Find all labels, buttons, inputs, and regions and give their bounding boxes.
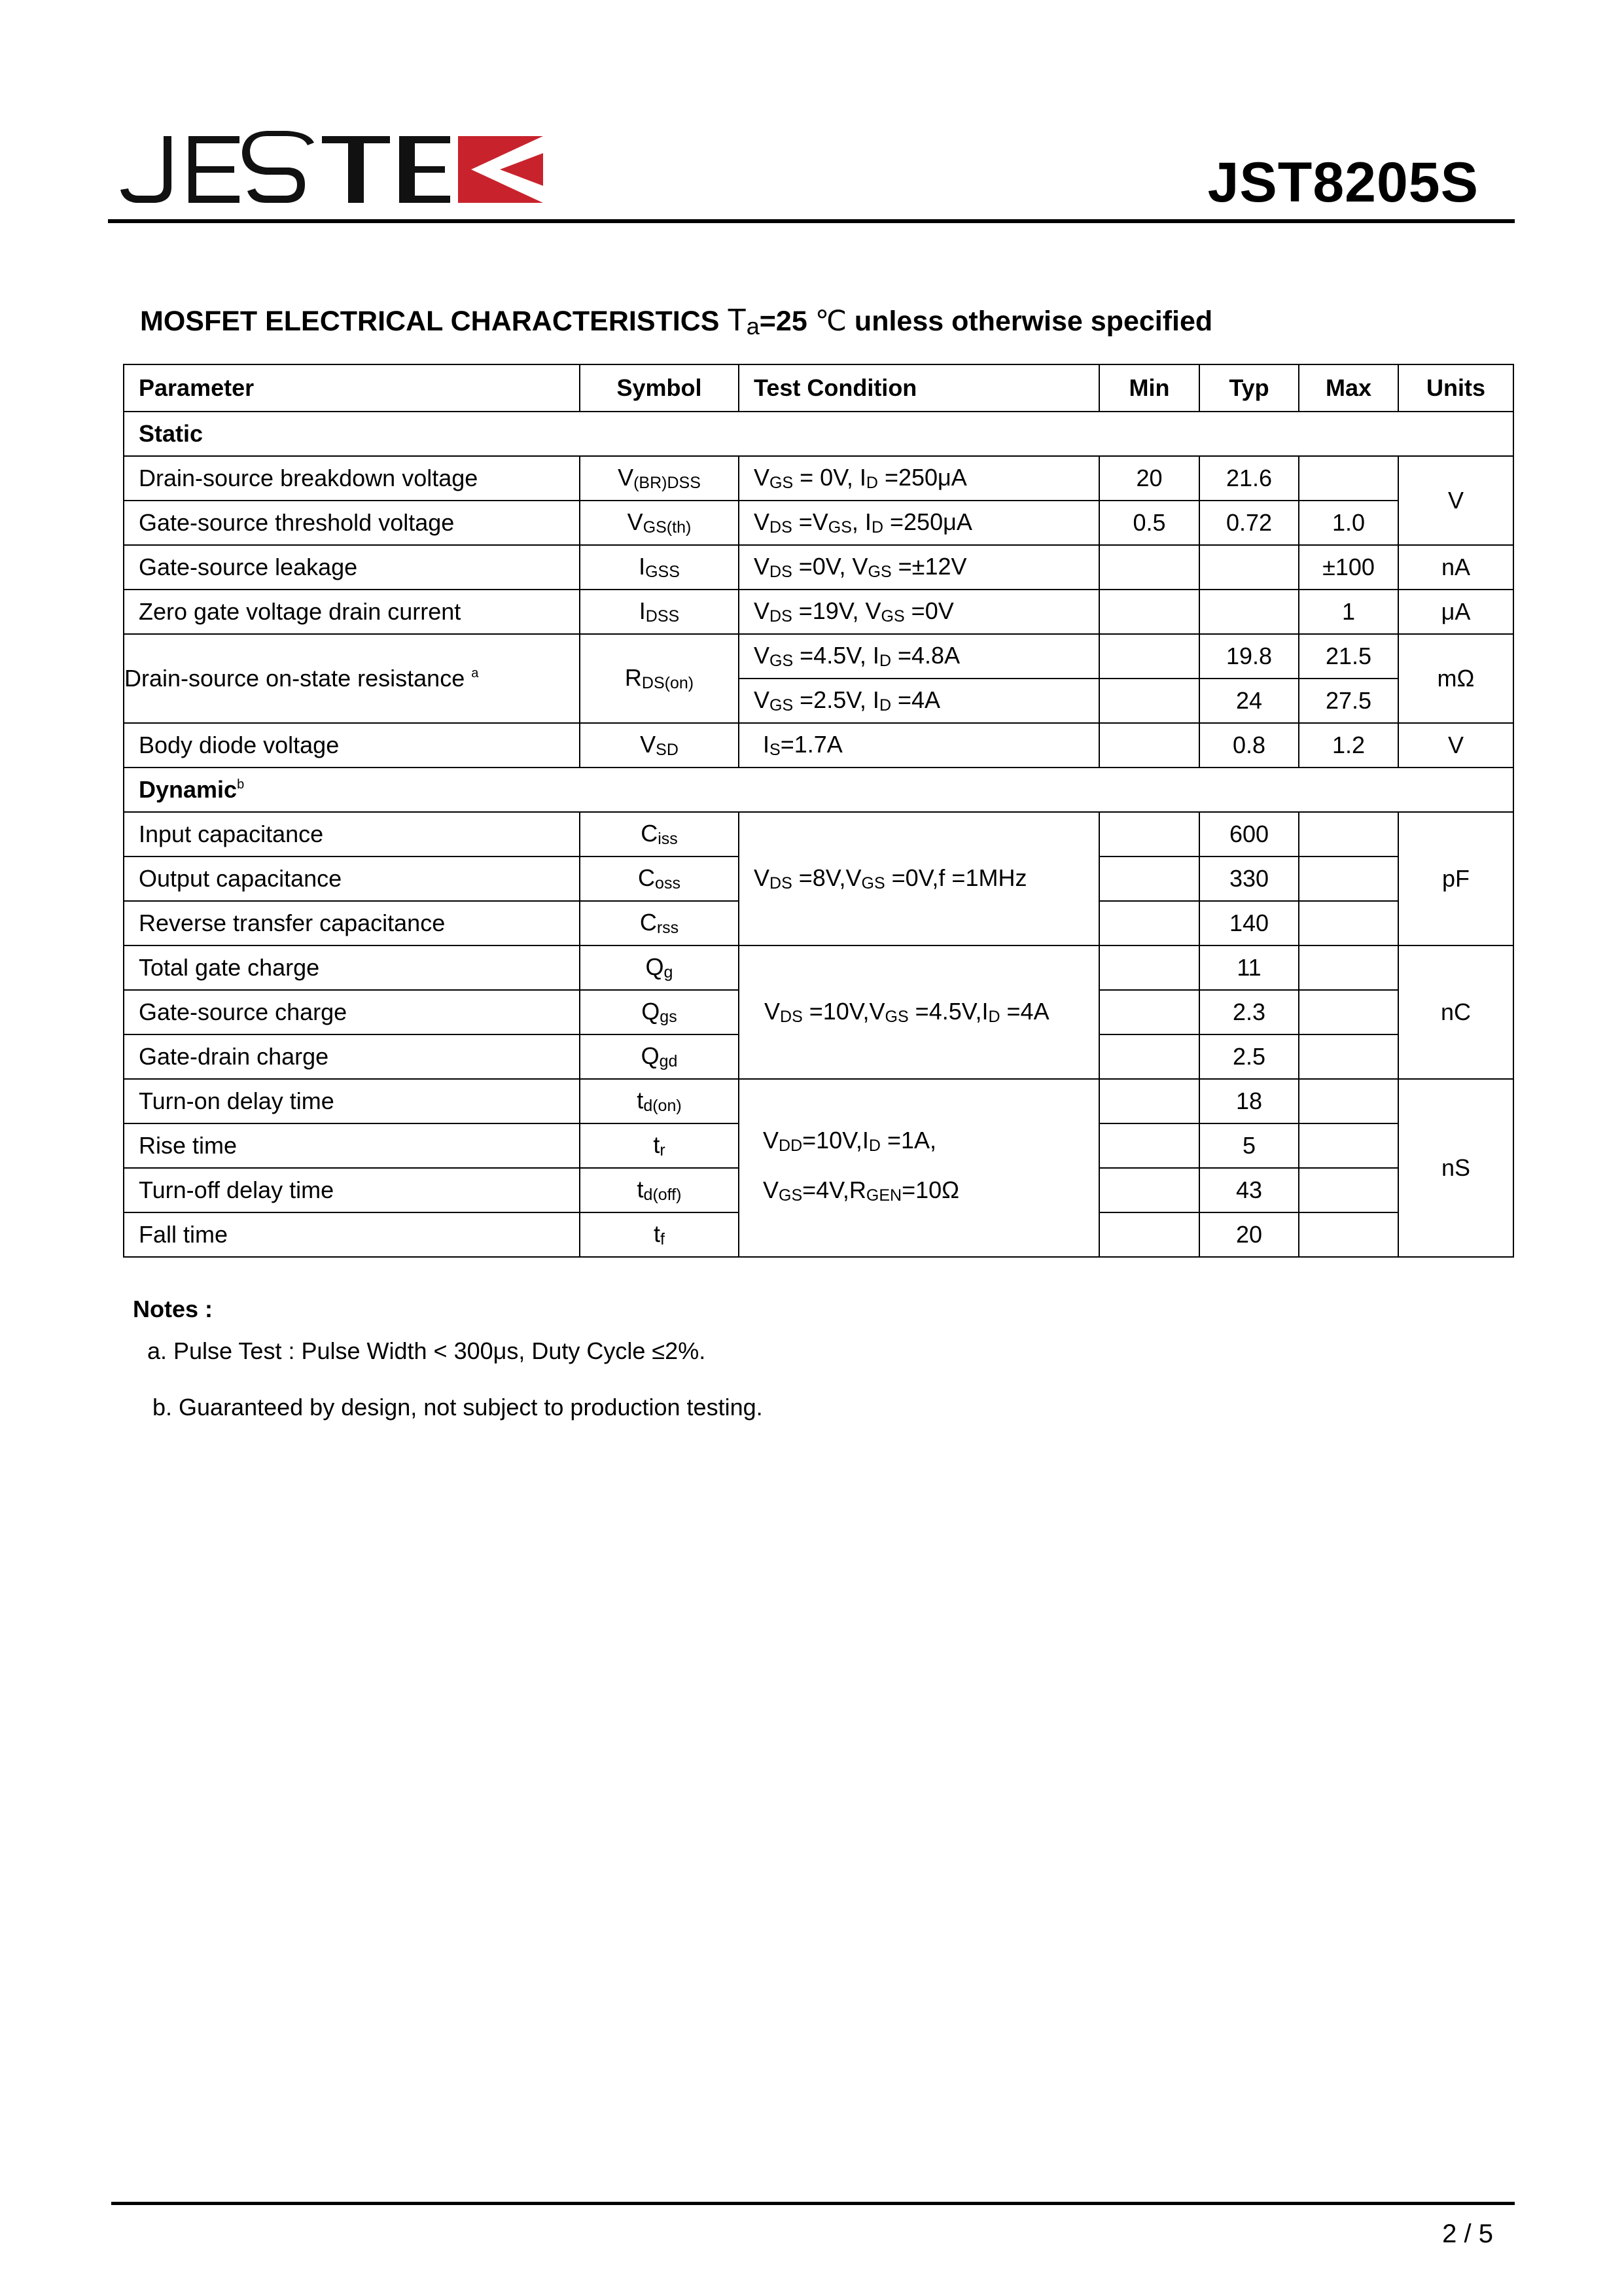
symbol-sub: d(on)	[643, 1097, 682, 1115]
param-cell: Rise time	[124, 1123, 580, 1168]
cond-text: =0V	[904, 597, 954, 624]
section-row-static	[124, 412, 1513, 456]
symbol-sub: gd	[659, 1052, 678, 1070]
header-symbol: Symbol	[580, 364, 739, 412]
symbol-sub: DSS	[645, 607, 680, 626]
cond-sub: DS	[769, 607, 792, 626]
condition-cell	[739, 723, 1099, 768]
logo-letter-e2	[399, 136, 450, 203]
cond-text: V	[754, 508, 770, 535]
cond-text: =2.5V, I	[793, 686, 879, 713]
param-cell: Gate-source charge	[124, 990, 580, 1034]
header-test-condition: Test Condition	[739, 364, 1099, 412]
min-cell	[1099, 857, 1199, 901]
cond-sub: D	[868, 1137, 881, 1155]
max-cell	[1299, 945, 1398, 990]
page-number: 2 / 5	[1442, 2219, 1493, 2248]
notes-title: Notes :	[133, 1296, 213, 1322]
symbol-cell	[580, 812, 739, 857]
min-cell	[1099, 590, 1199, 634]
symbol-sub: g	[663, 963, 673, 981]
symbol-cell	[580, 1168, 739, 1212]
cond-sub: DS	[769, 518, 792, 537]
symbol-cell	[580, 857, 739, 901]
max-cell	[1299, 1123, 1398, 1168]
symbol-main: V	[640, 731, 656, 758]
symbol-main: V	[618, 464, 634, 491]
symbol-cell	[580, 990, 739, 1034]
typ-cell: 0.8	[1199, 723, 1299, 768]
symbol-cell	[580, 1123, 739, 1168]
min-cell	[1099, 1123, 1199, 1168]
table-row	[124, 945, 1513, 990]
cond-sub: GS	[779, 1186, 803, 1205]
cond-text: =0V,f =1MHz	[885, 864, 1027, 891]
logo-letter-t	[322, 136, 390, 203]
typ-cell: 43	[1199, 1168, 1299, 1212]
typ-cell	[1199, 590, 1299, 634]
cond-text: V	[763, 1176, 779, 1203]
note-b: b. Guaranteed by design, not subject to production testing.	[152, 1394, 763, 1421]
min-cell	[1099, 1212, 1199, 1257]
cond-sub: GS	[885, 1008, 909, 1026]
min-cell	[1099, 545, 1199, 590]
cond-text: =V	[792, 508, 828, 535]
table-header-row	[124, 364, 1513, 412]
symbol-main: V	[627, 508, 643, 535]
ta-value: =25	[759, 306, 815, 337]
cond-text: =10V,I	[802, 1127, 869, 1154]
param-cell: Turn-off delay time	[124, 1168, 580, 1212]
cond-sub: GS	[828, 518, 852, 537]
max-cell	[1299, 456, 1398, 501]
min-cell: 0.5	[1099, 501, 1199, 545]
min-cell	[1099, 679, 1199, 723]
section-title	[140, 302, 1212, 340]
characteristics-table	[123, 364, 1514, 1258]
logo-letter-j	[120, 136, 171, 203]
cond-sub: DS	[769, 563, 792, 581]
symbol-cell	[580, 1034, 739, 1079]
cond-text: =8V,V	[792, 864, 862, 891]
symbol-cell	[580, 456, 739, 501]
cond-sub: D	[879, 652, 891, 670]
symbol-sub: DS(on)	[641, 674, 694, 692]
condition-cell	[739, 456, 1099, 501]
cond-text: =4.5V,I	[908, 998, 989, 1025]
header-max: Max	[1299, 364, 1398, 412]
max-cell: 1	[1299, 590, 1398, 634]
cond-text: V	[763, 1127, 779, 1154]
header-typ: Typ	[1199, 364, 1299, 412]
typ-cell: 19.8	[1199, 634, 1299, 679]
symbol-main: I	[639, 553, 646, 580]
cond-sub: GS	[769, 652, 794, 670]
typ-cell: 330	[1199, 857, 1299, 901]
symbol-main: C	[638, 864, 656, 891]
min-cell	[1099, 812, 1199, 857]
cond-text: =4.5V, I	[793, 642, 879, 669]
symbol-main: Q	[645, 953, 664, 980]
header-units: Units	[1398, 364, 1513, 412]
symbol-cell	[580, 945, 739, 990]
cond-text: V	[754, 686, 770, 713]
cond-sub: GS	[769, 696, 794, 715]
table-row	[124, 590, 1513, 634]
symbol-main: C	[639, 909, 657, 936]
param-cell: Gate-source threshold voltage	[124, 501, 580, 545]
cond-text: =±12V	[891, 553, 967, 580]
unit-cell: mΩ	[1398, 634, 1513, 723]
header-parameter: Parameter	[124, 364, 580, 412]
symbol-sub: d(off)	[643, 1186, 682, 1204]
header-rule	[108, 219, 1515, 223]
typ-cell: 20	[1199, 1212, 1299, 1257]
cond-text: = 0V, I	[793, 464, 866, 491]
typ-cell: 0.72	[1199, 501, 1299, 545]
param-cell: Zero gate voltage drain current	[124, 590, 580, 634]
min-cell	[1099, 1034, 1199, 1079]
symbol-main: t	[654, 1220, 661, 1247]
symbol-cell	[580, 901, 739, 945]
cond-text: =19V, V	[792, 597, 881, 624]
section-dynamic-label: Dynamic	[139, 776, 238, 803]
param-cell: Gate-source leakage	[124, 545, 580, 590]
unit-cell: μA	[1398, 590, 1513, 634]
unit-cell: V	[1398, 456, 1513, 545]
symbol-main: I	[639, 597, 646, 624]
cond-text: , I	[851, 508, 872, 535]
param-cell: Gate-drain charge	[124, 1034, 580, 1079]
symbol-cell	[580, 590, 739, 634]
max-cell: 27.5	[1299, 679, 1398, 723]
max-cell	[1299, 1079, 1398, 1123]
symbol-sub: SD	[656, 741, 679, 759]
max-cell	[1299, 1168, 1398, 1212]
cond-text: V	[754, 597, 770, 624]
typ-cell: 24	[1199, 679, 1299, 723]
cond-sub: GS	[868, 563, 892, 581]
typ-cell: 21.6	[1199, 456, 1299, 501]
cond-text: I	[763, 731, 770, 758]
min-cell	[1099, 1168, 1199, 1212]
max-cell	[1299, 1212, 1398, 1257]
cond-sub: D	[866, 474, 878, 492]
table-row	[124, 1079, 1513, 1123]
unit-cell: nS	[1398, 1079, 1513, 1257]
max-cell	[1299, 1034, 1398, 1079]
typ-cell: 2.3	[1199, 990, 1299, 1034]
param-cell: Total gate charge	[124, 945, 580, 990]
symbol-cell	[580, 723, 739, 768]
symbol-main: t	[637, 1176, 644, 1203]
symbol-cell	[580, 634, 739, 723]
min-cell	[1099, 634, 1199, 679]
cond-text: =1A,	[880, 1127, 937, 1154]
param-cell	[124, 634, 580, 723]
symbol-sub: GS(th)	[643, 518, 692, 537]
typ-cell: 140	[1199, 901, 1299, 945]
cond-text: =4A	[891, 686, 941, 713]
condition-cell	[739, 945, 1099, 1079]
section-dynamic	[124, 768, 1513, 812]
cond-text: =0V, V	[792, 553, 868, 580]
header-min: Min	[1099, 364, 1199, 412]
footer-rule	[111, 2202, 1515, 2205]
cond-sub: S	[769, 741, 781, 759]
symbol-sub: oss	[655, 874, 680, 892]
logo-letter-e	[188, 136, 239, 203]
symbol-cell	[580, 1079, 739, 1123]
cond-sub: GS	[881, 607, 905, 626]
title-suffix: unless otherwise specified	[846, 306, 1213, 337]
cond-text: V	[764, 998, 781, 1025]
company-logo	[118, 131, 546, 208]
min-cell: 20	[1099, 456, 1199, 501]
typ-cell: 18	[1199, 1079, 1299, 1123]
min-cell	[1099, 723, 1199, 768]
symbol-cell	[580, 501, 739, 545]
condition-cell	[739, 634, 1099, 679]
switching-condition-line2	[763, 1168, 1099, 1218]
param-cell: Input capacitance	[124, 812, 580, 857]
cond-sub: GS	[861, 874, 885, 892]
cond-text: V	[754, 642, 770, 669]
max-cell	[1299, 990, 1398, 1034]
param-cell: Drain-source breakdown voltage	[124, 456, 580, 501]
symbol-main: Q	[641, 1042, 660, 1069]
table-row	[124, 723, 1513, 768]
cond-text: =250μA	[883, 508, 972, 535]
switching-condition	[763, 1118, 1099, 1218]
symbol-sub: r	[660, 1141, 665, 1159]
param-cell: Fall time	[124, 1212, 580, 1257]
cond-text: =4.8A	[891, 642, 961, 669]
cond-sub: D	[988, 1008, 1000, 1026]
footnote-marker: a	[471, 666, 479, 680]
param-cell: Turn-on delay time	[124, 1079, 580, 1123]
section-row-dynamic	[124, 768, 1513, 812]
table-row	[124, 545, 1513, 590]
switching-condition-line1	[763, 1118, 1099, 1168]
cond-text: =4V,R	[802, 1176, 866, 1203]
cond-sub: D	[871, 518, 883, 537]
table-row	[124, 501, 1513, 545]
cond-text: =10V,V	[802, 998, 885, 1025]
part-number: JST8205S	[1207, 151, 1479, 214]
degree-unit: ℃	[815, 306, 847, 337]
param-cell: Output capacitance	[124, 857, 580, 901]
max-cell	[1299, 901, 1398, 945]
max-cell: 1.2	[1299, 723, 1398, 768]
cond-text: =10Ω	[902, 1176, 960, 1203]
table-row	[124, 634, 1513, 679]
max-cell: ±100	[1299, 545, 1398, 590]
cond-sub: GS	[769, 474, 794, 492]
table-row	[124, 456, 1513, 501]
symbol-sub: gs	[660, 1008, 677, 1026]
symbol-sub: f	[660, 1230, 665, 1248]
symbol-sub: (BR)DSS	[633, 474, 701, 492]
symbol-main: t	[653, 1131, 660, 1158]
cond-sub: DS	[769, 874, 792, 892]
cond-sub: GEN	[866, 1186, 902, 1205]
unit-cell: pF	[1398, 812, 1513, 945]
typ-cell: 5	[1199, 1123, 1299, 1168]
cond-text: =4A	[1000, 998, 1050, 1025]
symbol-cell	[580, 1212, 739, 1257]
cond-text: =250μA	[877, 464, 967, 491]
cond-text: =1.7A	[780, 731, 843, 758]
title-prefix: MOSFET ELECTRICAL CHARACTERISTICS	[140, 306, 728, 337]
symbol-main: R	[624, 664, 642, 691]
ta-symbol	[727, 303, 759, 338]
unit-cell: nC	[1398, 945, 1513, 1079]
max-cell: 1.0	[1299, 501, 1398, 545]
condition-cell	[739, 1079, 1099, 1257]
logo-letter-s	[242, 131, 314, 203]
condition-cell	[739, 679, 1099, 723]
max-cell: 21.5	[1299, 634, 1398, 679]
condition-cell	[739, 501, 1099, 545]
max-cell	[1299, 857, 1398, 901]
condition-cell	[739, 812, 1099, 945]
symbol-main: Q	[641, 998, 660, 1025]
param-cell: Reverse transfer capacitance	[124, 901, 580, 945]
section-static: Static	[124, 412, 1513, 456]
ta-t: T	[727, 303, 747, 338]
min-cell	[1099, 1079, 1199, 1123]
cond-sub: D	[879, 696, 891, 715]
symbol-sub: GSS	[645, 563, 680, 581]
typ-cell: 600	[1199, 812, 1299, 857]
min-cell	[1099, 901, 1199, 945]
unit-cell: V	[1398, 723, 1513, 768]
ta-sub: a	[746, 313, 760, 340]
cond-sub: DD	[779, 1137, 803, 1155]
symbol-sub: iss	[658, 830, 678, 848]
condition-cell	[739, 545, 1099, 590]
min-cell	[1099, 945, 1199, 990]
symbol-cell	[580, 545, 739, 590]
typ-cell: 2.5	[1199, 1034, 1299, 1079]
unit-cell: nA	[1398, 545, 1513, 590]
typ-cell: 11	[1199, 945, 1299, 990]
symbol-main: C	[641, 820, 658, 847]
cond-text: V	[754, 864, 770, 891]
max-cell	[1299, 812, 1398, 857]
symbol-main: t	[637, 1087, 644, 1114]
logo-letter-k	[458, 136, 543, 203]
condition-cell	[739, 590, 1099, 634]
cond-sub: DS	[780, 1008, 803, 1026]
typ-cell	[1199, 545, 1299, 590]
min-cell	[1099, 990, 1199, 1034]
symbol-sub: rss	[656, 919, 679, 937]
footnote-marker: b	[237, 777, 245, 792]
cond-text: V	[754, 464, 770, 491]
param-cell: Body diode voltage	[124, 723, 580, 768]
cond-text: V	[754, 553, 770, 580]
note-a: a. Pulse Test : Pulse Width < 300μs, Duty Cycle ≤2%.	[147, 1337, 706, 1364]
param-text: Drain-source on-state resistance	[124, 665, 472, 692]
table-row	[124, 812, 1513, 857]
